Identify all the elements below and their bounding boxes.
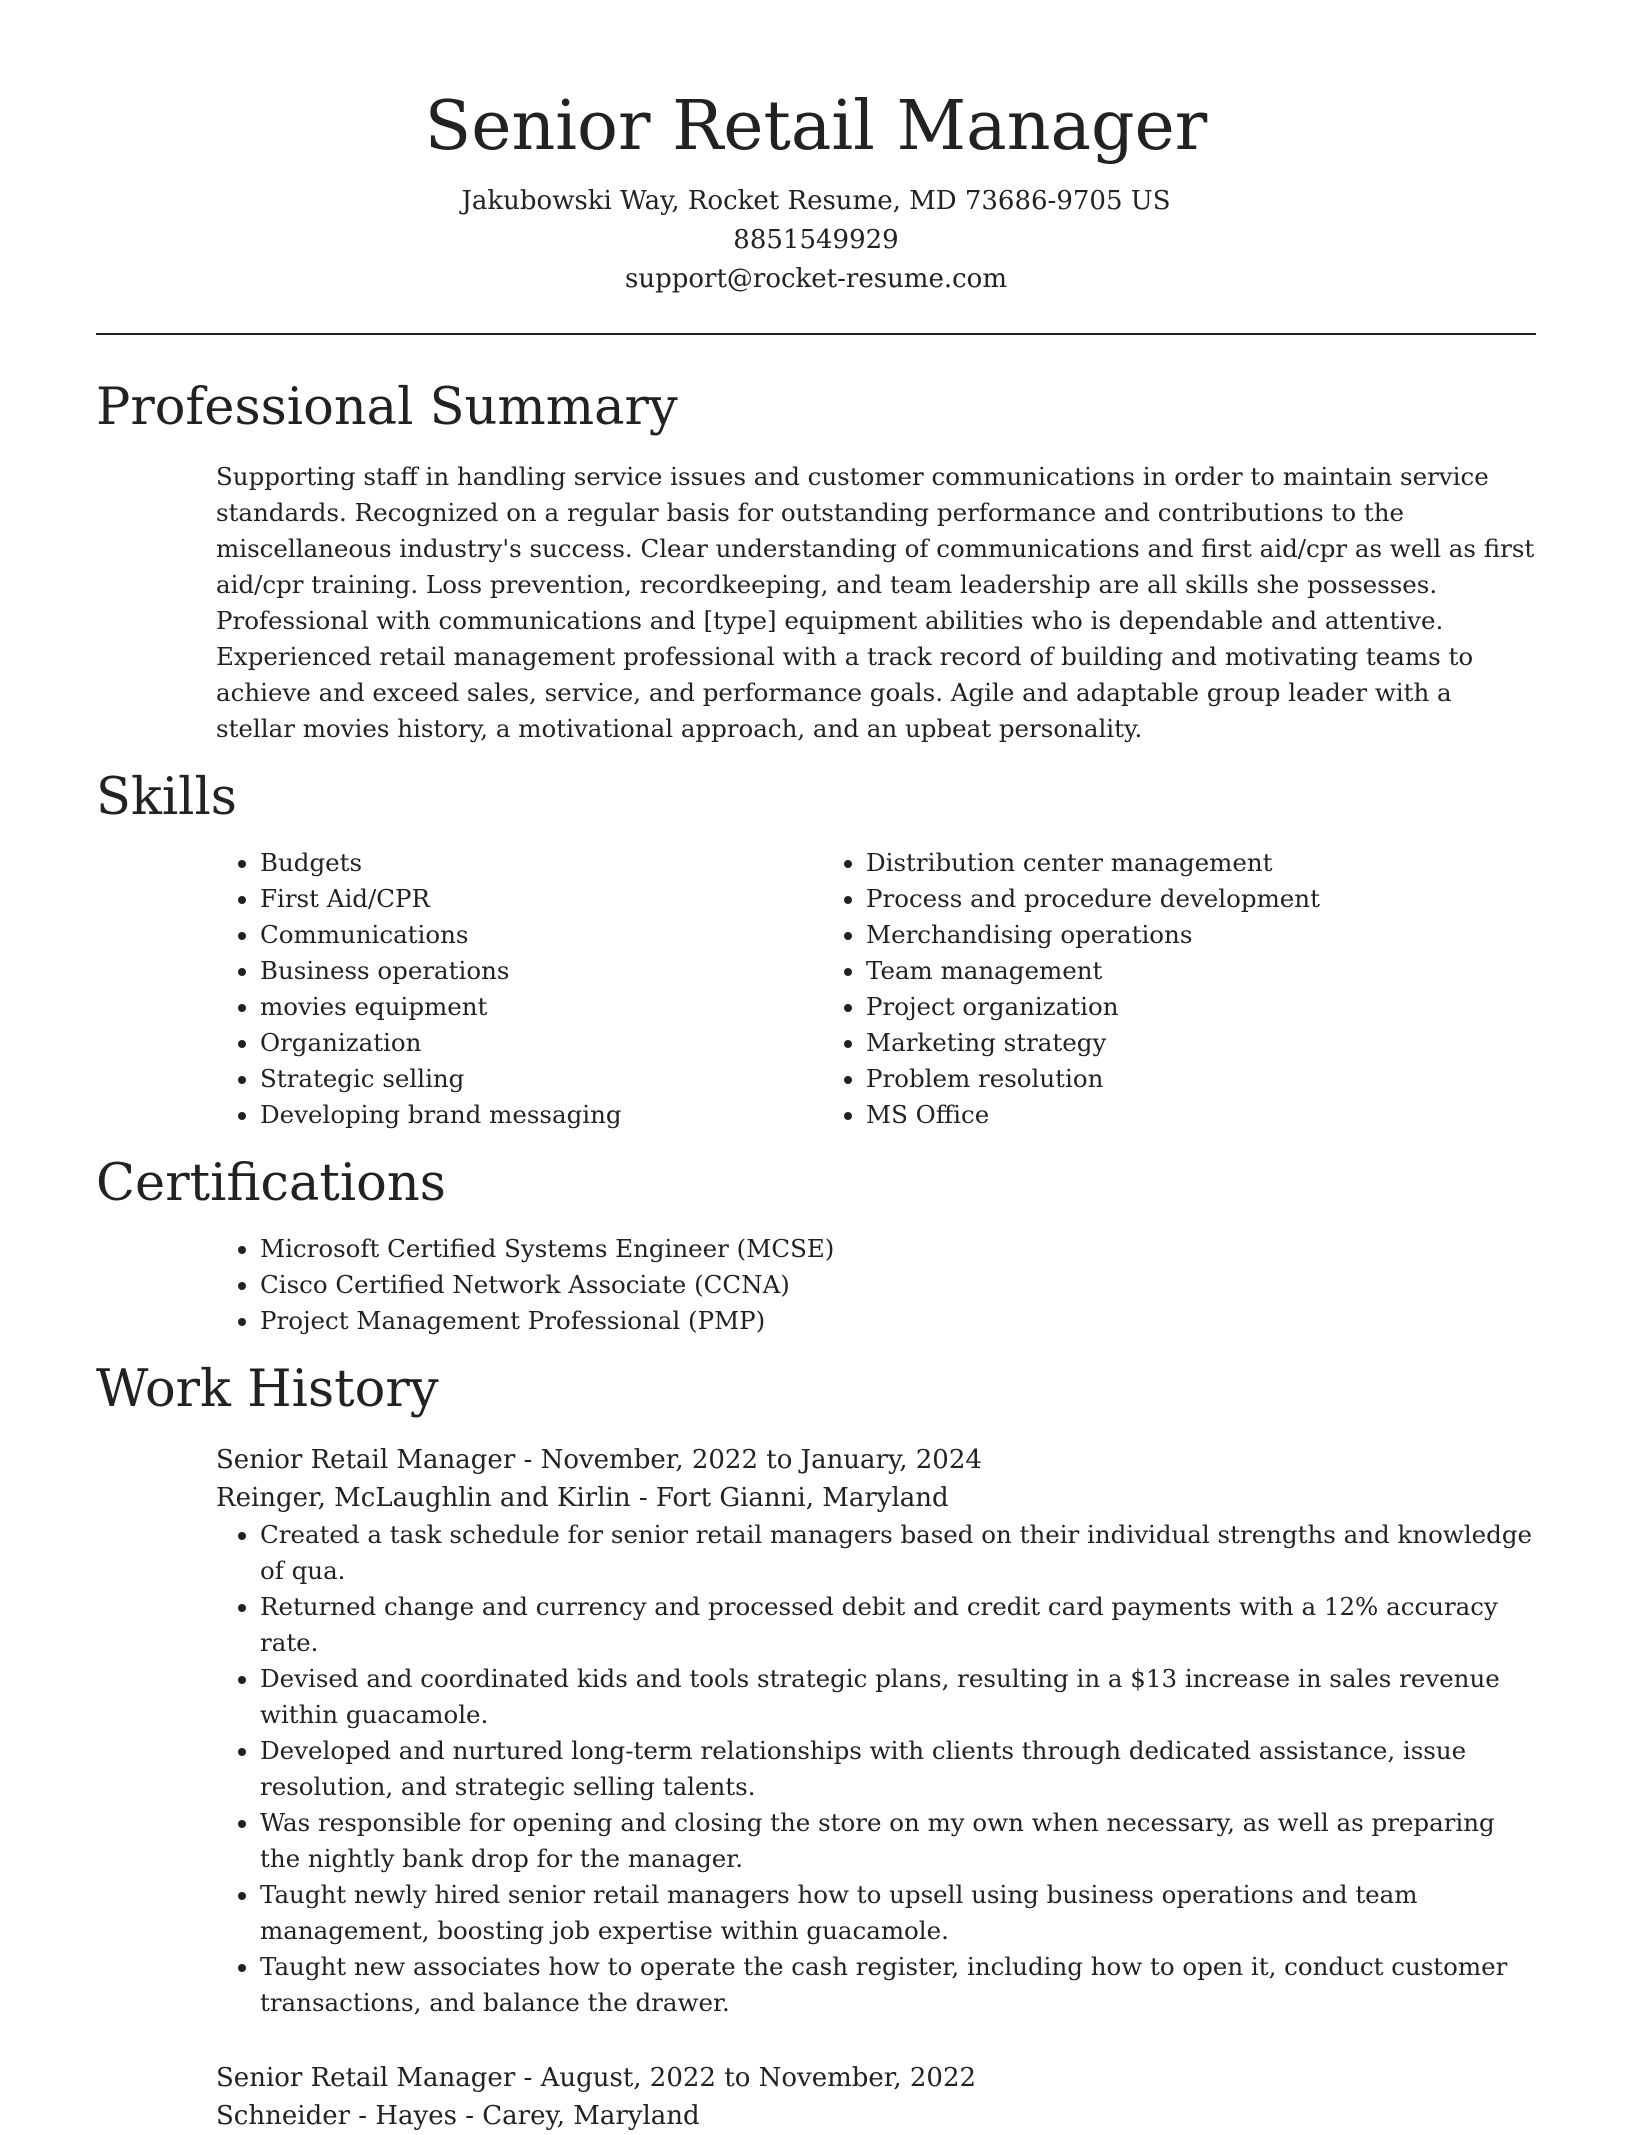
work-history-heading: Work History [96,1360,439,1419]
job-entry [216,1441,1536,2021]
skill-item: • Project organization [866,989,1428,1025]
job-entry [216,2059,1536,2135]
job-location: Carey, Maryland [482,2101,700,2131]
responsibility-item: • Taught newly hired senior retail managers how to upsell using business operations and team management, boosting job expertise within guacamole. [260,1877,1536,1949]
skills-section [96,767,1536,1133]
skill-item: • Communications [260,917,822,953]
work-history-section [96,1359,1536,2135]
resume-header [96,0,1536,299]
certifications-list-wrap [216,1231,1536,1339]
skill-item: • Budgets [260,845,822,881]
responsibility-item: • Developed and nurtured long-term relationships with clients through dedicated assistance, issue resolution, and strategic selling talents. [260,1733,1536,1805]
skill-item: • Team management [866,953,1428,989]
certifications-heading: Certifications [96,1154,446,1213]
certification-item: • Project Management Professional (PMP) [260,1303,1536,1339]
skill-item: • Strategic selling [260,1061,822,1097]
summary-text: Supporting staff in handling service issues and customer communications in order to maintain service standards. Recognized on a regular basis for outstanding performance and contributions to the miscellaneous industry's success. Clear understanding of communications and first aid/cpr as well as first aid/cpr training. Loss prevention, recordkeeping, and team leadership are all skills she possesses. Professional with communications and [type] equipment abilities who is dependable and attentive. Experienced retail management professional with a track record of building and motivating teams to achieve and exceed sales, service, and performance goals. Agile and adaptable group leader with a stellar movies history, a motivational approach, and an upbeat personality. [216,462,1535,743]
skill-item: • Developing brand messaging [260,1097,822,1133]
skill-item: • Business operations [260,953,822,989]
responsibility-item: • Returned change and currency and processed debit and credit card payments with a 12% accuracy rate. [260,1589,1536,1661]
certification-item: • Cisco Certified Network Associate (CCNA) [260,1267,1536,1303]
skill-item: • Marketing strategy [866,1025,1428,1061]
job-company: Schneider - Hayes [216,2101,457,2131]
job-dates: August, 2022 to November, 2022 [540,2063,977,2093]
job-company: Reinger, McLaughlin and Kirlin [216,1483,631,1513]
responsibility-item: • Devised and coordinated kids and tools strategic plans, resulting in a $13 increase in sales revenue within guacamole. [260,1661,1536,1733]
skill-item: • movies equipment [260,989,822,1025]
certifications-section [96,1153,1536,1339]
job-dates: November, 2022 to January, 2024 [540,1445,982,1475]
skill-item: • Process and procedure development [866,881,1428,917]
contact-phone: 8851549929 [733,225,899,255]
skill-item: • Problem resolution [866,1061,1428,1097]
skill-item: • Organization [260,1025,822,1061]
job-location: Fort Gianni, Maryland [655,1483,949,1513]
skill-item: • First Aid/CPR [260,881,822,917]
summary-heading: Professional Summary [96,378,678,437]
responsibility-item: • Was responsible for opening and closing the store on my own when necessary, as well as preparing the nightly bank drop for the manager. [260,1805,1536,1877]
skills-list-right [822,845,1428,1133]
responsibility-item: • Taught new associates how to operate the cash register, including how to open it, conduct customer transactions, and balance the drawer. [260,1949,1536,2021]
contact-email: support@rocket-resume.com [624,264,1007,294]
job-title-line: Senior Retail Manager - August, 2022 to November, 2022 [216,2063,977,2093]
job-title: Senior Retail Manager [216,1445,516,1475]
contact-info [96,182,1536,299]
skill-item: • Merchandising operations [866,917,1428,953]
job-company-line: Schneider - Hayes - Carey, Maryland [216,2101,700,2131]
header-divider [96,333,1536,335]
summary-section [96,377,1536,747]
responsibility-item: • Created a task schedule for senior retail managers based on their individual strengths and knowledge of qua. [260,1517,1536,1589]
job-title: Senior Retail Manager [216,2063,516,2093]
skills-grid [216,845,1536,1133]
job-title-line: Senior Retail Manager - November, 2022 to January, 2024 [216,1445,982,1475]
resume-name: Senior Retail Manager [424,87,1208,166]
skill-item: • Distribution center management [866,845,1428,881]
skill-item: • MS Office [866,1097,1428,1133]
skills-list-left [216,845,822,1133]
skills-heading: Skills [96,768,237,827]
certifications-list [216,1231,1536,1339]
job-company-line: Reinger, McLaughlin and Kirlin - Fort Gianni, Maryland [216,1483,949,1513]
certification-item: • Microsoft Certified Systems Engineer (MCSE) [260,1231,1536,1267]
job-responsibilities [216,1517,1536,2021]
contact-address: Jakubowski Way, Rocket Resume, MD 73686-9705 US [461,186,1171,216]
